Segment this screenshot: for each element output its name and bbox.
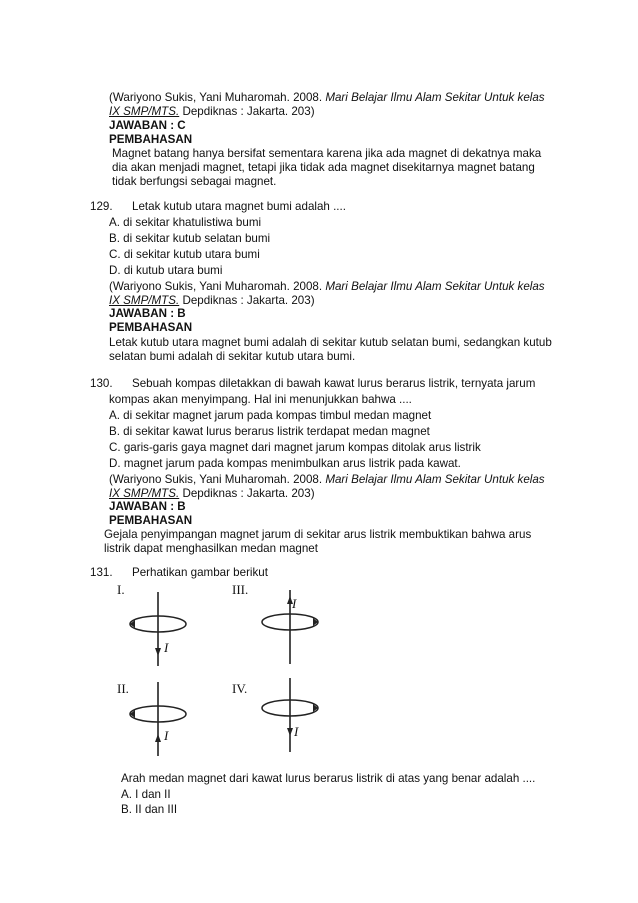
option-a: A. di sekitar khatulistiwa bumi bbox=[109, 216, 262, 229]
reference-line bbox=[109, 473, 545, 487]
reference-title: Mari Belajar Ilmu Alam Sekitar Untuk kelas bbox=[325, 473, 545, 486]
figure-label-ii: II. bbox=[117, 681, 129, 696]
answer-label: JAWABAN : B bbox=[109, 307, 186, 320]
reference-title: Mari Belajar Ilmu Alam Sekitar Untuk kelas bbox=[325, 280, 545, 293]
discussion-text: selatan bumi adalah di sekitar kutub utara bumi. bbox=[109, 350, 356, 363]
reference-publisher: Depdiknas : Jakarta. 203) bbox=[182, 105, 315, 118]
reference-author: (Wariyono Sukis, Yani Muharomah. 2008. bbox=[109, 280, 323, 293]
reference-publisher: Depdiknas : Jakarta. 203) bbox=[182, 487, 315, 500]
option-b: B. di sekitar kawat lurus berarus listrik terdapat medan magnet bbox=[109, 425, 430, 438]
discussion-text: tidak berfungsi sebagai magnet. bbox=[112, 175, 277, 188]
figure-label-iv: IV. bbox=[232, 681, 248, 696]
current-label: I bbox=[292, 596, 297, 611]
reference-title: IX SMP/MTS. bbox=[109, 105, 180, 118]
option-a: A. di sekitar magnet jarum pada kompas timbul medan magnet bbox=[109, 409, 432, 422]
question-number: 129. bbox=[90, 200, 113, 213]
answer-label: JAWABAN : C bbox=[109, 119, 186, 132]
wire-figure-iv bbox=[250, 676, 330, 756]
current-label: I bbox=[294, 724, 299, 739]
option-c: C. di sekitar kutub utara bumi bbox=[109, 248, 260, 261]
question-text: kompas akan menyimpang. Hal ini menunjukkan bahwa .... bbox=[109, 393, 412, 406]
answer-label: JAWABAN : B bbox=[109, 500, 186, 513]
option-d: D. magnet jarum pada kompas menimbulkan arus listrik pada kawat. bbox=[109, 457, 461, 470]
discussion-text: Gejala penyimpangan magnet jarum di sekitar arus listrik membuktikan bahwa arus bbox=[104, 528, 532, 541]
option-d: D. di kutub utara bumi bbox=[109, 264, 223, 277]
reference-author: (Wariyono Sukis, Yani Muharomah. 2008. bbox=[109, 91, 323, 104]
reference-publisher: Depdiknas : Jakarta. 203) bbox=[182, 294, 315, 307]
discussion-text: dia akan menjadi magnet, tetapi jika tidak ada magnet disekitarnya magnet batang bbox=[112, 161, 535, 174]
reference-line bbox=[109, 91, 545, 105]
reference-line bbox=[109, 105, 315, 119]
discussion-text: Magnet batang hanya bersifat sementara karena jika ada magnet di dekatnya maka bbox=[112, 147, 542, 160]
question-text: Perhatikan gambar berikut bbox=[132, 566, 268, 579]
discussion-heading: PEMBAHASAN bbox=[109, 321, 193, 334]
question-prompt: Arah medan magnet dari kawat lurus berarus listrik di atas yang benar adalah .... bbox=[121, 772, 536, 785]
current-label: I bbox=[164, 728, 169, 743]
current-label: I bbox=[164, 640, 169, 655]
reference-author: (Wariyono Sukis, Yani Muharomah. 2008. bbox=[109, 473, 323, 486]
discussion-heading: PEMBAHASAN bbox=[109, 514, 193, 527]
option-b: B. II dan III bbox=[121, 803, 178, 816]
wire-figure-ii bbox=[118, 680, 198, 760]
option-b: B. di sekitar kutub selatan bumi bbox=[109, 232, 271, 245]
question-text: Sebuah kompas diletakkan di bawah kawat lurus berarus listrik, ternyata jarum bbox=[132, 377, 536, 390]
reference-title: Mari Belajar Ilmu Alam Sekitar Untuk kelas bbox=[325, 91, 545, 104]
option-c: C. garis-garis gaya magnet dari magnet jarum kompas ditolak arus listrik bbox=[109, 441, 481, 454]
discussion-text: listrik dapat menghasilkan medan magnet bbox=[104, 542, 318, 555]
reference-line bbox=[109, 280, 545, 294]
question-number: 131. bbox=[90, 566, 113, 579]
figure-label-i: I. bbox=[117, 582, 125, 597]
discussion-heading: PEMBAHASAN bbox=[109, 133, 193, 146]
reference-line bbox=[109, 294, 315, 308]
discussion-text: Letak kutub utara magnet bumi adalah di sekitar kutub selatan bumi, sedangkan kutub bbox=[109, 336, 552, 349]
figure-label-iii: III. bbox=[232, 582, 249, 597]
wire-figure-iii bbox=[250, 588, 330, 668]
reference-line bbox=[109, 487, 315, 501]
reference-title: IX SMP/MTS. bbox=[109, 294, 180, 307]
wire-figure-i bbox=[118, 590, 198, 670]
question-number: 130. bbox=[90, 377, 113, 390]
option-a: A. I dan II bbox=[121, 788, 171, 801]
reference-title: IX SMP/MTS. bbox=[109, 487, 180, 500]
question-text: Letak kutub utara magnet bumi adalah .... bbox=[132, 200, 346, 213]
